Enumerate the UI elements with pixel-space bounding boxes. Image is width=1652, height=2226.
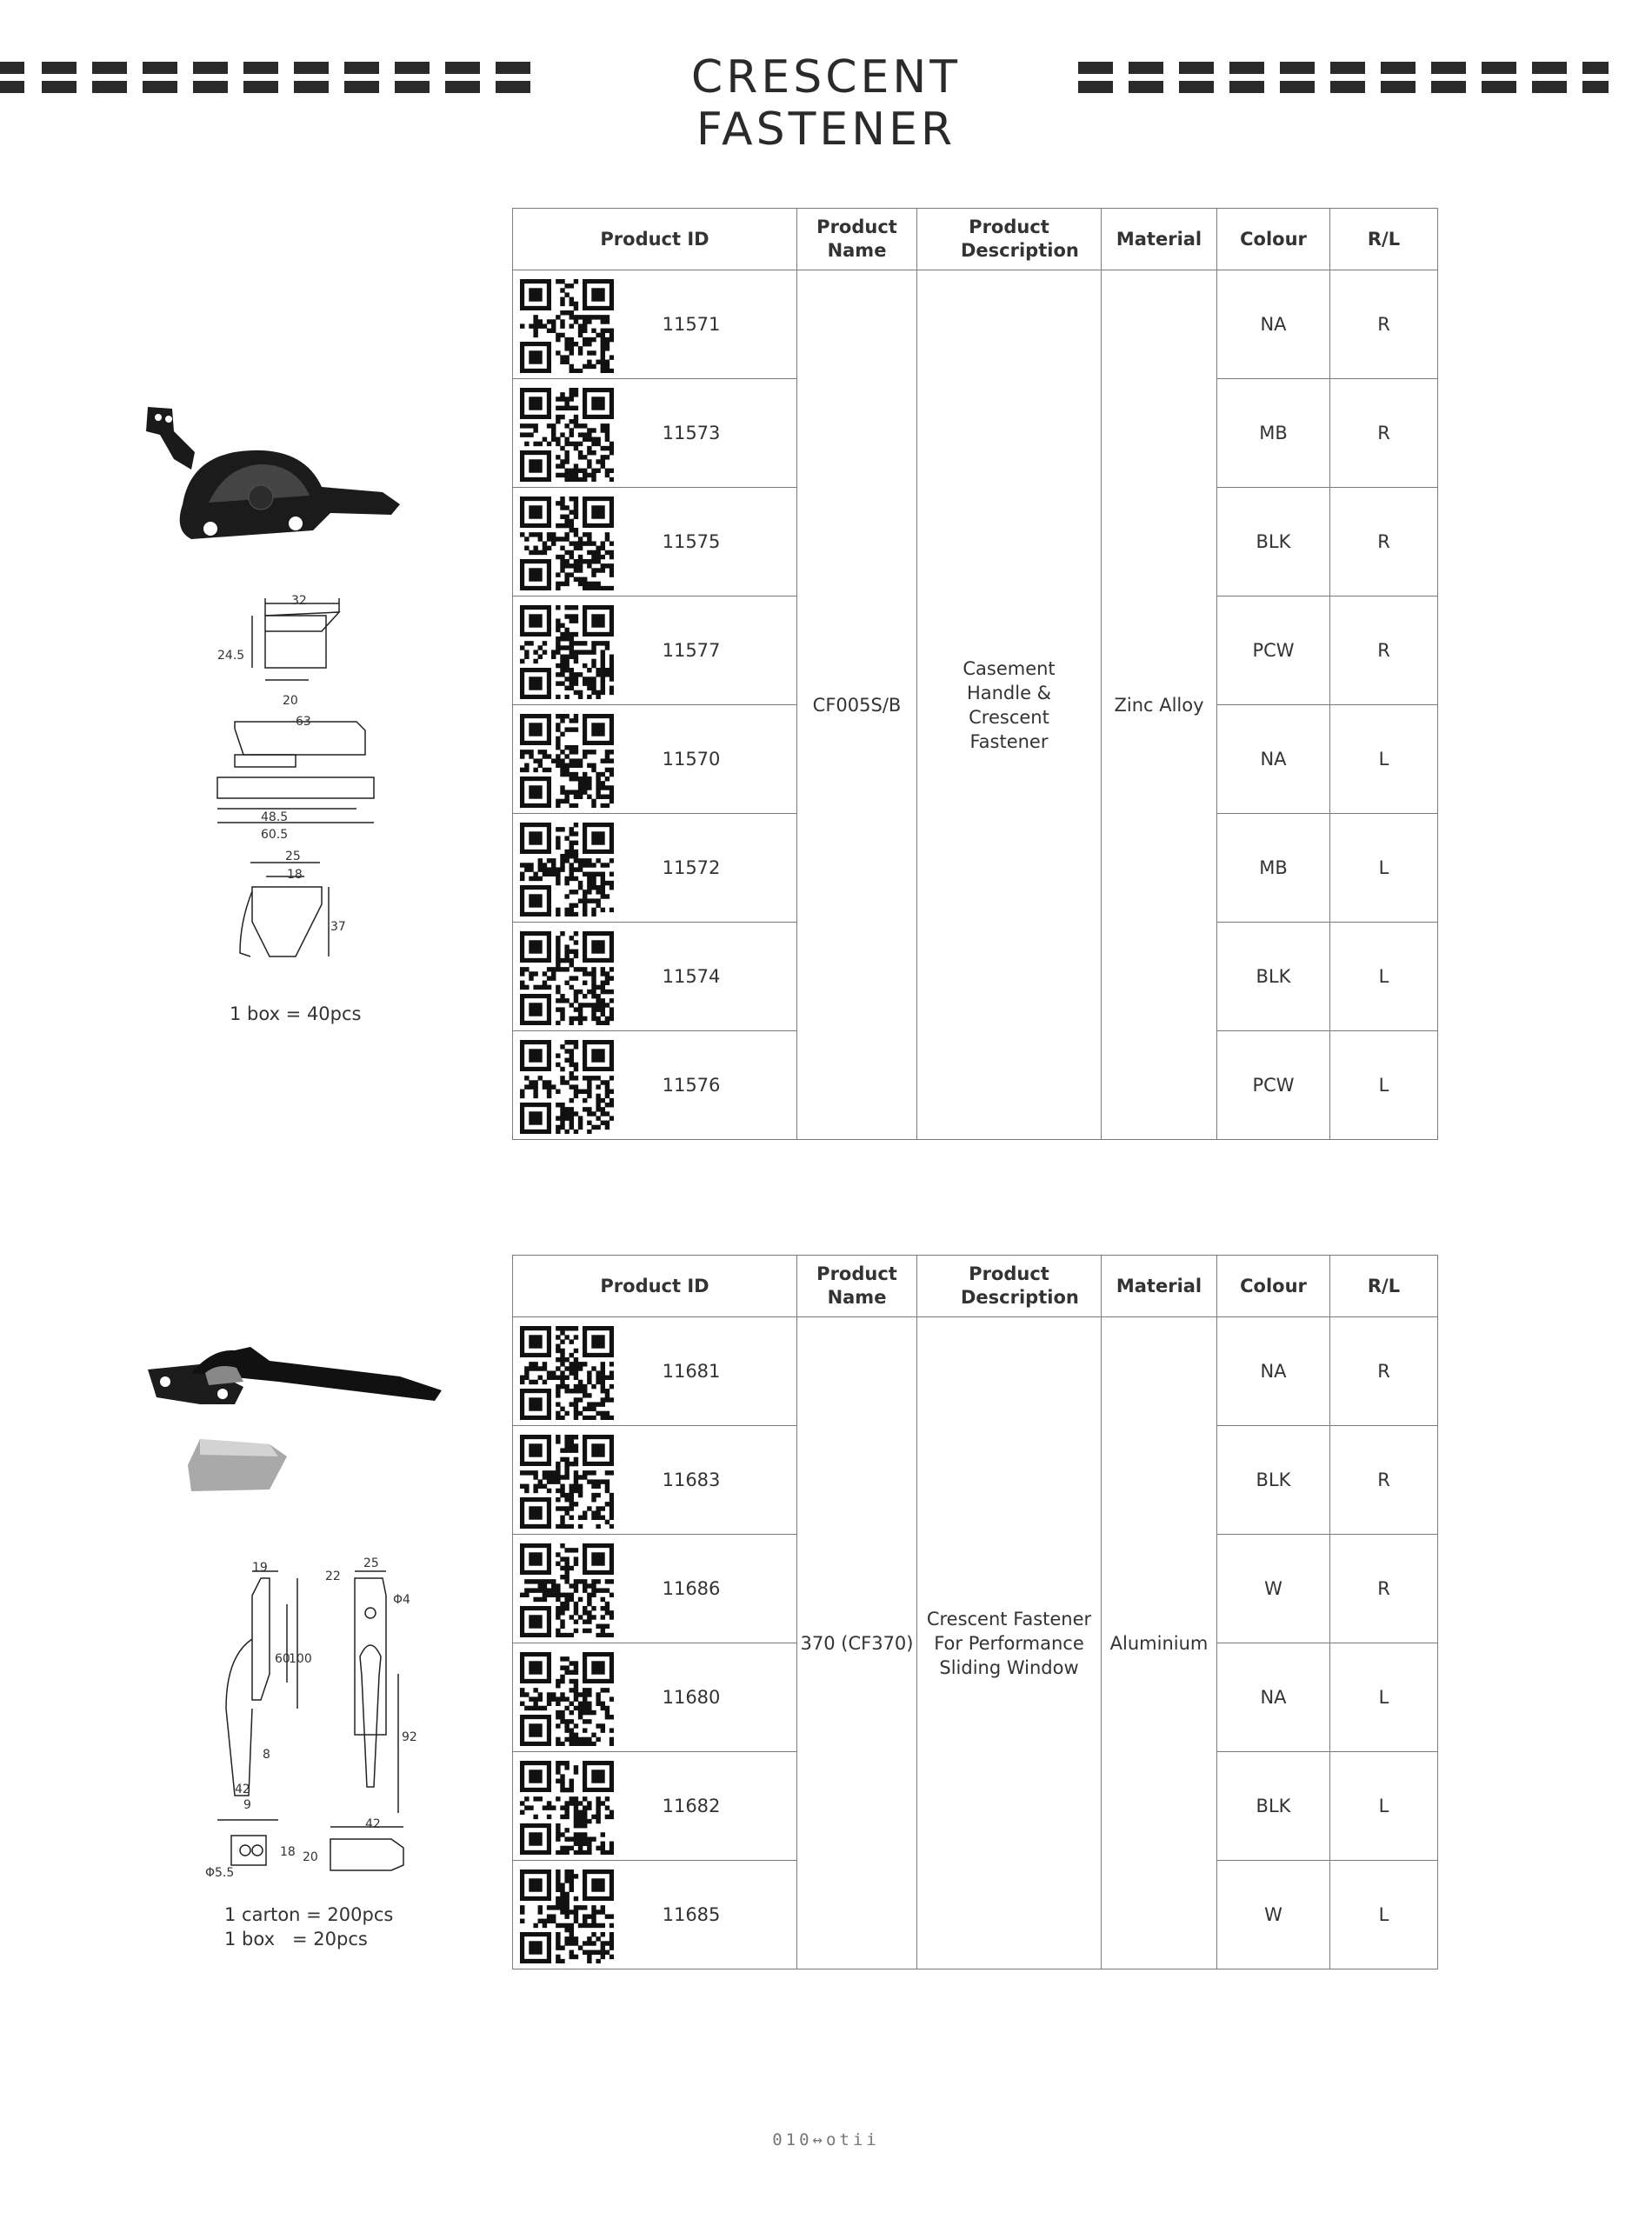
table-row [513,270,1438,379]
product-id: 11681 [662,1361,721,1382]
material: Aluminium [1102,1317,1217,1969]
product-id: 11686 [662,1578,721,1599]
col-header-product-id: Product ID [513,1256,797,1317]
colour: BLK [1217,923,1330,1031]
dimension-drawing-370 [200,1561,426,1891]
product-id: 11570 [662,749,721,770]
rl: R [1330,488,1438,596]
product-id-cell [513,1535,797,1643]
qr-code-icon [520,1543,614,1637]
dim-label: 22 [325,1570,341,1583]
page-title: CRESCENT FASTENER [690,51,962,156]
table-header-row [513,209,1438,270]
colour: PCW [1217,1031,1330,1140]
table-body [513,1317,1438,1969]
dim-label: 63 [296,715,311,729]
page-number: 010↔otii [772,2130,880,2149]
qr-code-icon [520,931,614,1025]
material: Zinc Alloy [1102,270,1217,1140]
qr-code-icon [520,1869,614,1963]
qr-code-icon [520,388,614,482]
rl: L [1330,1752,1438,1861]
product-id: 11571 [662,314,721,335]
packaging-note: 1 carton = 200pcs 1 box = 20pcs [224,1904,394,1949]
qr-code-icon [520,823,614,916]
product-id-cell [513,596,797,705]
product-id: 11683 [662,1470,721,1490]
product-id: 11685 [662,1904,721,1925]
col-header-product-name: Product Name [797,209,917,270]
dim-label: 18 [287,868,303,882]
dim-label: 60.5 [261,828,289,842]
table-body [513,270,1438,1140]
product-id-cell [513,705,797,814]
col-header-colour: Colour [1217,1256,1330,1317]
product-id-cell [513,1861,797,1969]
colour: BLK [1217,488,1330,596]
product-id-cell [513,1426,797,1535]
rl: R [1330,596,1438,705]
table-header-row [513,1256,1438,1317]
dim-label: 19 [252,1561,268,1575]
dim-label: 42 [365,1817,381,1831]
rl: L [1330,1031,1438,1140]
col-header-material: Material [1102,209,1217,270]
dim-label: Φ5.5 [205,1866,235,1880]
rl: L [1330,1643,1438,1752]
dim-label: 18 [280,1845,296,1859]
dim-label: 48.5 [261,810,289,824]
col-header-rl: R/L [1330,209,1438,270]
rl: R [1330,1535,1438,1643]
qr-code-icon [520,497,614,590]
product-id: 11576 [662,1075,721,1096]
col-header-product-id: Product ID [513,209,797,270]
product-id-cell [513,923,797,1031]
page-header [0,48,1652,156]
product-id: 11574 [662,966,721,987]
colour: NA [1217,705,1330,814]
dim-label: 24.5 [217,649,245,663]
colour: NA [1217,1317,1330,1426]
dim-label: 37 [330,920,346,934]
qr-code-icon [520,1652,614,1746]
product-id: 11575 [662,531,721,552]
rl: R [1330,379,1438,488]
product-id: 11577 [662,640,721,661]
colour: PCW [1217,596,1330,705]
dim-label: 32 [291,594,307,608]
colour: NA [1217,270,1330,379]
dim-label: 100 [289,1652,312,1666]
colour: MB [1217,379,1330,488]
product-id: 11682 [662,1796,721,1816]
rl: R [1330,1317,1438,1426]
rl: L [1330,705,1438,814]
col-header-material: Material [1102,1256,1217,1317]
dim-label: 25 [363,1556,379,1570]
left-dash-band [0,55,556,93]
product-name: 370 (CF370) [797,1317,917,1969]
qr-code-icon [520,605,614,699]
colour: BLK [1217,1426,1330,1535]
right-dash-band [1078,55,1652,93]
product-id-cell [513,379,797,488]
dim-label: 9 [243,1798,251,1812]
qr-code-icon [520,714,614,808]
product-id: 11680 [662,1687,721,1708]
table-row [513,1317,1438,1426]
rl: R [1330,270,1438,379]
product-id-cell [513,1031,797,1140]
product-id: 11572 [662,857,721,878]
qr-code-icon [520,1040,614,1134]
product-photo-crescent-fastener [139,1343,452,1509]
dim-label: 92 [402,1730,417,1744]
dim-label: 8 [263,1748,270,1762]
col-header-product-name: Product Name [797,1256,917,1317]
colour: BLK [1217,1752,1330,1861]
product-table-370 [512,1255,1438,1969]
rl: L [1330,814,1438,923]
product-table-cf005 [512,208,1438,1140]
product-id-cell [513,488,797,596]
colour: W [1217,1535,1330,1643]
colour: NA [1217,1643,1330,1752]
qr-code-icon [520,279,614,373]
qr-code-icon [520,1326,614,1420]
colour: W [1217,1861,1330,1969]
product-photo-casement-handle [139,400,409,574]
dim-label: Φ4 [393,1593,410,1607]
dim-label: 60 [275,1652,290,1666]
product-description: Casement Handle & Crescent Fastener [917,270,1102,1140]
col-header-product-description: Product Description [917,1256,1102,1317]
rl: R [1330,1426,1438,1535]
rl: L [1330,923,1438,1031]
packaging-note: 1 box = 40pcs [230,1003,362,1024]
product-id-cell [513,1643,797,1752]
dim-label: 25 [285,850,301,863]
colour: MB [1217,814,1330,923]
col-header-product-description: Product Description [917,209,1102,270]
product-id-cell [513,270,797,379]
qr-code-icon [520,1761,614,1855]
col-header-rl: R/L [1330,1256,1438,1317]
dim-label: 20 [303,1850,318,1864]
dim-label: 42 [235,1783,250,1796]
col-header-colour: Colour [1217,209,1330,270]
product-id-cell [513,1317,797,1426]
qr-code-icon [520,1435,614,1529]
rl: L [1330,1861,1438,1969]
product-id: 11573 [662,423,721,443]
dim-label: 20 [283,694,298,708]
product-name: CF005S/B [797,270,917,1140]
product-id-cell [513,1752,797,1861]
product-id-cell [513,814,797,923]
product-description: Crescent Fastener For Performance Sliding Window [917,1317,1102,1969]
